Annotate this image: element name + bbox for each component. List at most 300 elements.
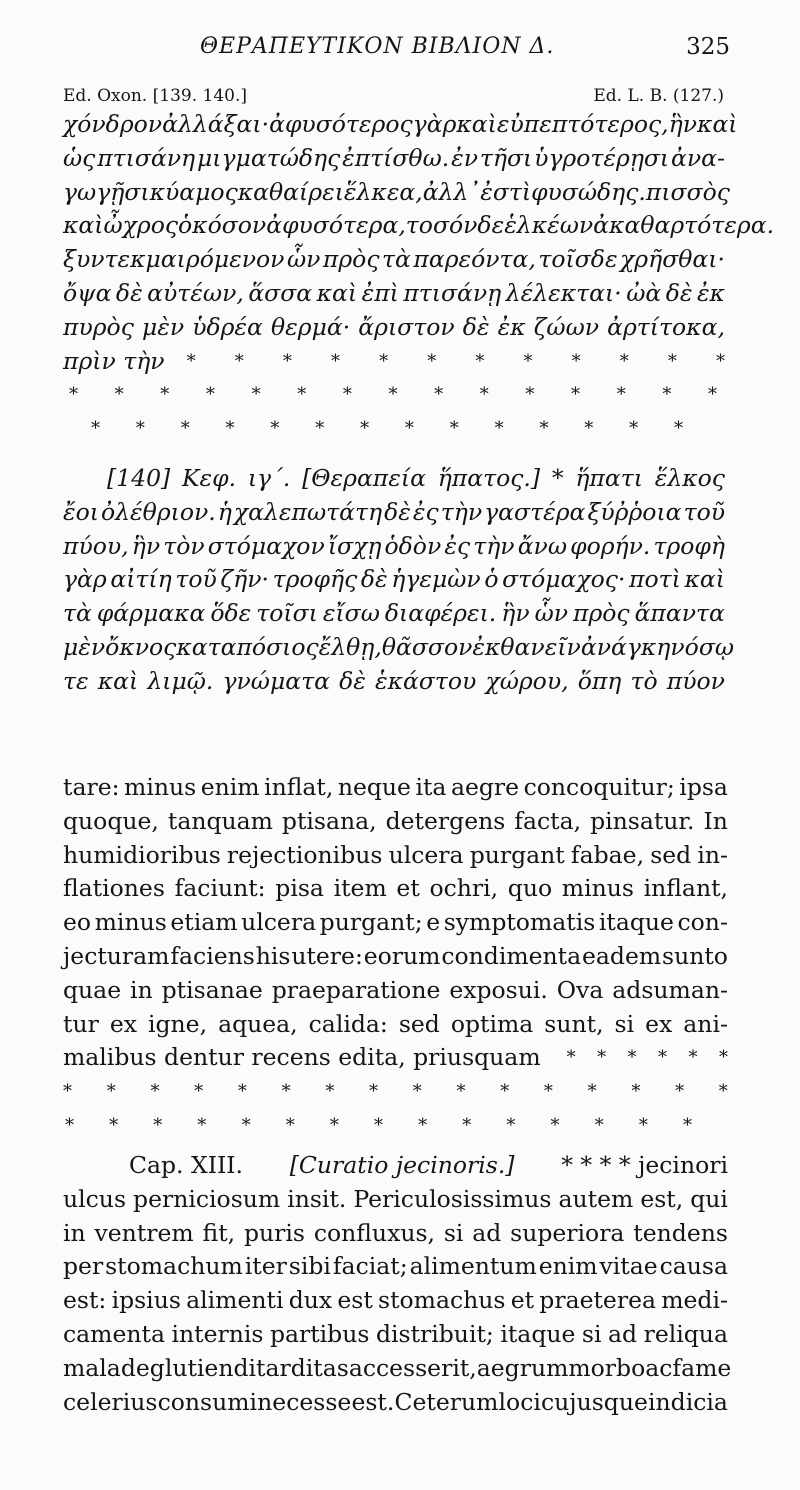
- word: ὀλέθριον.: [101, 497, 216, 526]
- word: loci: [498, 1387, 541, 1416]
- word: τοῖσδε: [538, 245, 618, 274]
- latin-chapter-heading-line: [63, 1149, 728, 1183]
- word: minus: [561, 874, 634, 903]
- word: celerius: [63, 1387, 158, 1416]
- word: vitae: [599, 1252, 658, 1281]
- word: fit,: [202, 1218, 236, 1247]
- word: ὑγροτέρῃσι: [534, 143, 670, 172]
- word: sunt,: [544, 1009, 604, 1038]
- word: distribuit;: [375, 1319, 494, 1348]
- latin-line: [63, 771, 728, 805]
- greek-lacuna-line: [63, 345, 725, 379]
- word: ἀφυσότερος: [269, 110, 413, 138]
- word: stomachus: [378, 1286, 506, 1315]
- asterisk: *: [234, 350, 244, 372]
- word: λέλεκται·: [505, 278, 622, 307]
- asterisk: *: [404, 418, 414, 440]
- word: in: [130, 975, 153, 1004]
- asterisk: *: [109, 1114, 119, 1136]
- word: calida:: [308, 1009, 388, 1038]
- word: per: [63, 1252, 104, 1281]
- word: τοῦ: [683, 497, 725, 526]
- asterisk: *: [186, 350, 196, 372]
- asterisk: *: [135, 418, 145, 440]
- word: mala: [63, 1353, 121, 1382]
- word: stomachum: [105, 1252, 243, 1281]
- asterisk: *: [412, 1081, 422, 1103]
- word: pinsatur.: [590, 806, 695, 835]
- word: ὄκνος: [105, 632, 177, 661]
- asterisk: *: [550, 1114, 560, 1136]
- chapter-title: [Curatio jecinoris.]: [289, 1151, 515, 1179]
- greek-chapter-block: [63, 462, 735, 699]
- asterisk: *: [63, 1081, 72, 1103]
- word: ἐς: [444, 531, 471, 560]
- word: ad: [608, 1319, 638, 1348]
- word: ὠὰ: [626, 278, 662, 307]
- word: εὐπεπτότερος,: [496, 110, 669, 138]
- word: igne,: [147, 1009, 208, 1038]
- asterisk: *: [241, 1114, 251, 1136]
- word: ἐν: [451, 143, 478, 172]
- word: jecturam: [63, 941, 170, 970]
- word: πτισάνη: [97, 143, 196, 172]
- latin-line: [63, 1183, 728, 1217]
- asterisk: *: [479, 384, 489, 406]
- word: φάρμακα: [96, 599, 206, 628]
- asterisk: *: [114, 384, 124, 406]
- word: faciens: [170, 941, 255, 970]
- word: ἣν: [131, 531, 161, 560]
- greek-line: [63, 176, 730, 210]
- word: item: [333, 874, 387, 903]
- word: πρὸς: [322, 245, 380, 274]
- word: ἴσχῃ: [327, 531, 382, 560]
- word: γαστέρα: [484, 497, 586, 526]
- word: τὸν: [163, 531, 205, 560]
- word: καταπόσιος: [176, 632, 319, 661]
- page-number: 325: [686, 34, 730, 60]
- word: ἐπτίσθω.: [342, 143, 450, 172]
- word: ὦχρος: [103, 211, 179, 240]
- latin-line: [63, 940, 728, 974]
- latin-line: [63, 1250, 728, 1284]
- asterisk: *: [160, 384, 170, 406]
- word: ὅδε: [210, 599, 252, 628]
- word: ἀκαθαρτότερα.: [593, 211, 775, 240]
- word: ὧν: [286, 245, 321, 274]
- word: ὑδρέα: [192, 312, 263, 341]
- word: partibus: [269, 1319, 370, 1348]
- asterisk: *: [571, 350, 581, 372]
- lacuna-asterisks: [567, 1041, 728, 1075]
- edition-reference-right: Ed. L. B. (127.): [593, 86, 724, 106]
- word: si: [581, 1319, 602, 1348]
- word: ptisana,: [281, 806, 377, 835]
- latin-line: [63, 872, 728, 906]
- word: ἣν: [668, 110, 698, 138]
- word: in: [63, 1218, 86, 1247]
- asterisk: *: [282, 350, 292, 372]
- asterisk: *: [225, 418, 235, 440]
- greek-text-block: [63, 108, 775, 446]
- word: est.: [351, 1387, 395, 1416]
- asterisk: *: [69, 384, 78, 406]
- greek-line: [63, 277, 725, 311]
- word: ἥπατος.]: [437, 464, 541, 492]
- asterisk: *: [65, 1114, 74, 1136]
- chapter-label: Cap. XIII.: [129, 1151, 244, 1179]
- word: condimenta: [441, 941, 582, 970]
- word: ulcera: [241, 908, 317, 937]
- word: ἔλθῃ,: [318, 632, 382, 661]
- asterisk: *: [329, 1114, 339, 1136]
- latin-line: [63, 1008, 728, 1042]
- word: ἄνω: [517, 531, 568, 560]
- word: γὰρ: [63, 565, 107, 594]
- word: ἑλκέων: [504, 211, 594, 240]
- word: τὸ: [630, 666, 658, 695]
- word: φορήν.: [570, 531, 651, 560]
- asterisk: *: [662, 384, 672, 406]
- asterisk: *: [566, 1047, 576, 1069]
- word: ac: [645, 1353, 673, 1382]
- asterisk: *: [251, 384, 261, 406]
- word: ζώων: [533, 312, 600, 341]
- asterisk: *: [462, 1114, 472, 1136]
- word: fame: [672, 1353, 732, 1382]
- word: causa: [659, 1252, 728, 1281]
- word: μὲν: [63, 632, 106, 661]
- word: ad: [472, 1218, 502, 1247]
- latin-line: [63, 1284, 728, 1318]
- greek-chapter-heading-line: [63, 462, 725, 496]
- word: exposui.: [449, 975, 548, 1004]
- asterisk: *: [315, 418, 325, 440]
- word: ochri,: [429, 874, 499, 903]
- word: purgant;: [319, 908, 423, 937]
- word: ὡς: [63, 143, 96, 172]
- word: ipsa: [679, 773, 728, 801]
- word: ιγ΄.: [247, 464, 291, 492]
- lacuna-asterisks-row: [63, 1109, 728, 1143]
- word: ulcera: [388, 840, 464, 869]
- word: quoque,: [63, 806, 159, 835]
- word: tanquam: [167, 806, 273, 835]
- word: Ceterum: [394, 1387, 499, 1416]
- word: δὲ: [360, 565, 388, 594]
- word: τοσόνδε: [405, 211, 505, 240]
- greek-line: [63, 530, 725, 564]
- word: ὁδὸν: [384, 531, 442, 560]
- word: aquea,: [218, 1009, 298, 1038]
- greek-line: [63, 631, 735, 665]
- asterisk: *: [571, 384, 581, 406]
- word: καθαίρει: [237, 177, 344, 206]
- word: purgant: [469, 840, 565, 869]
- asterisk: *: [194, 1081, 204, 1103]
- asterisk: *: [330, 350, 340, 372]
- word: ex: [645, 1009, 673, 1038]
- asterisk: *: [456, 1081, 466, 1103]
- asterisk: *: [638, 1114, 648, 1136]
- word: καὶ: [97, 666, 139, 695]
- word: πρὸς: [573, 599, 630, 628]
- word: στόμαχον: [207, 531, 325, 560]
- word: ἄριστον: [358, 312, 455, 341]
- word: est: [337, 1286, 373, 1315]
- word: πισσὸς: [645, 177, 730, 206]
- chapter-heading-rest: * * * * jecinori: [561, 1151, 728, 1179]
- asterisk: *: [658, 1047, 668, 1069]
- lacuna-asterisks-row: [63, 412, 725, 446]
- asterisk: *: [673, 418, 683, 440]
- word: μιγματώδης: [197, 143, 341, 172]
- word: cujusque: [541, 1387, 648, 1416]
- latin-lacuna-line: [63, 1041, 728, 1075]
- asterisk: *: [427, 350, 437, 372]
- asterisk: *: [153, 1114, 163, 1136]
- word: sibi: [288, 1252, 331, 1281]
- word: ἡγεμὼν: [391, 565, 481, 594]
- word: enim: [200, 773, 260, 801]
- word: ipsius: [111, 1286, 181, 1315]
- word: ἕλκος: [654, 464, 725, 492]
- asterisk: *: [325, 1081, 335, 1103]
- asterisk: *: [449, 418, 459, 440]
- word: γωγῇσι: [63, 177, 150, 206]
- word: con-: [677, 908, 728, 937]
- word: optima: [450, 1009, 534, 1038]
- word: eorum: [363, 941, 441, 970]
- word: Κεφ.: [181, 464, 237, 492]
- word: quo: [507, 874, 553, 903]
- lacuna-asterisks: [187, 345, 725, 379]
- asterisk: *: [475, 350, 485, 372]
- word: παρεόντα,: [413, 245, 536, 274]
- word: νόσῳ: [670, 632, 735, 661]
- word: ἀρτίτοκα,: [607, 312, 725, 341]
- word: sunto: [662, 941, 728, 970]
- word: τῆσι: [479, 143, 533, 172]
- word: ἐκθανεῖν: [472, 632, 581, 661]
- word: In: [703, 806, 728, 835]
- word: τε: [63, 666, 89, 695]
- word: tare:: [63, 773, 120, 801]
- word: alimentum: [409, 1252, 537, 1281]
- word: ἔοι: [63, 497, 99, 526]
- word: deglutiendi: [120, 1353, 257, 1382]
- latin-text-block: [63, 771, 728, 1143]
- word: ὄψα: [63, 278, 112, 307]
- asterisk: *: [270, 418, 280, 440]
- asterisk: *: [106, 1081, 116, 1103]
- word: καὶ: [316, 278, 358, 307]
- word: superiora: [510, 1218, 625, 1247]
- word: est:: [63, 1286, 107, 1315]
- word: his: [255, 941, 291, 970]
- asterisk: *: [718, 1047, 728, 1069]
- word: et: [510, 1286, 535, 1315]
- asterisk: *: [494, 418, 504, 440]
- word: διαφέρει.: [384, 599, 497, 628]
- word: ἅσσα: [248, 278, 313, 307]
- word: ventrem: [94, 1218, 194, 1247]
- asterisk: *: [718, 1081, 728, 1103]
- word: ἀλλάξαι·: [162, 110, 270, 138]
- word: [140]: [107, 464, 171, 492]
- word: δὲ: [339, 666, 366, 695]
- asterisk: *: [539, 418, 549, 440]
- word: ἐστὶ: [480, 177, 532, 206]
- word: φυσώδης.: [531, 177, 646, 206]
- word: δὲ: [462, 312, 490, 341]
- word: ὁκόσον: [178, 211, 267, 240]
- word: τὰ: [382, 245, 411, 274]
- word: τοῖσι: [256, 599, 318, 628]
- word: καὶ: [697, 110, 738, 138]
- asterisk: *: [616, 384, 626, 406]
- asterisk: *: [627, 1047, 637, 1069]
- word: neque: [337, 773, 411, 801]
- edition-reference-left: Ed. Oxon. [139. 140.]: [63, 86, 247, 106]
- word: perniciosum: [133, 1184, 281, 1213]
- word: γὰρ: [412, 110, 457, 138]
- word: qui: [690, 1184, 728, 1213]
- word: μὲν: [141, 312, 185, 341]
- word: camenta: [63, 1319, 165, 1348]
- word: medi-: [661, 1286, 728, 1315]
- word: symptomatis: [443, 908, 596, 937]
- word: ζῆν·: [220, 565, 269, 594]
- asterisk: *: [360, 418, 370, 440]
- word: si: [614, 1009, 635, 1038]
- word: necesse: [257, 1387, 352, 1416]
- asterisk: *: [506, 1114, 516, 1136]
- word: ξύῤῥοια: [587, 497, 682, 526]
- word: θᾶσσον: [381, 632, 473, 661]
- word: fabae,: [570, 840, 645, 869]
- asterisk: *: [285, 1114, 295, 1136]
- word: enim: [538, 1252, 598, 1281]
- asterisk: *: [523, 350, 533, 372]
- word: ποτὶ: [629, 565, 681, 594]
- word: ἀφυσότερα,: [266, 211, 406, 240]
- word: detergens: [385, 806, 506, 835]
- word: et: [396, 874, 420, 903]
- word: τὴν: [473, 531, 515, 560]
- greek-line: [63, 243, 725, 277]
- greek-line-text: πρὶν τὴν: [63, 346, 165, 375]
- word: consumi: [157, 1387, 258, 1416]
- word: autem: [558, 1184, 634, 1213]
- word: Periculosissimus: [353, 1184, 552, 1213]
- word: πύον: [666, 666, 725, 695]
- word: utere:: [291, 941, 363, 970]
- word: faciat;: [332, 1252, 408, 1281]
- word: ptisanae: [161, 975, 263, 1004]
- word: sed: [398, 1009, 440, 1038]
- word: καὶ: [63, 211, 104, 240]
- word: puris: [243, 1218, 305, 1247]
- word: indicia: [648, 1387, 728, 1416]
- word: e: [426, 908, 441, 937]
- word: reliqua: [643, 1319, 728, 1348]
- greek-line: [63, 563, 725, 597]
- word: θερμά·: [271, 312, 351, 341]
- word: [Θεραπεία: [302, 464, 426, 492]
- latin-line: [63, 1386, 728, 1420]
- word: ὁ: [484, 565, 499, 594]
- word: ex: [109, 1009, 137, 1038]
- asterisk: *: [379, 350, 389, 372]
- word: αἰτίη: [110, 565, 172, 594]
- latin-line: [63, 839, 728, 873]
- greek-line: [63, 209, 775, 243]
- word: ὧν: [534, 599, 569, 628]
- word: iter: [244, 1252, 287, 1281]
- latin-line: [63, 1217, 728, 1251]
- asterisk: *: [388, 384, 398, 406]
- asterisk: *: [205, 384, 215, 406]
- word: minus: [94, 908, 167, 937]
- latin-line: [63, 1352, 732, 1386]
- word: γνώματα: [222, 666, 330, 695]
- running-title: ΘΕΡΑΠΕΥΤΙΚΟΝ ΒΙΒΛΙΟΝ Δ.: [200, 34, 555, 59]
- greek-line: [63, 311, 725, 345]
- word: praeterea: [539, 1286, 656, 1315]
- greek-line: [63, 597, 725, 631]
- word: morbo: [568, 1353, 646, 1382]
- word: δὲ: [665, 278, 693, 307]
- word: ἀνα-: [671, 143, 725, 172]
- word: ἥπατι: [575, 464, 643, 492]
- word: *: [551, 464, 564, 492]
- word: adsuman-: [612, 975, 728, 1004]
- asterisk: *: [369, 1081, 379, 1103]
- word: itaque: [598, 908, 674, 937]
- word: στόμαχος·: [502, 565, 626, 594]
- asterisk: *: [715, 350, 725, 372]
- asterisk: *: [619, 350, 629, 372]
- word: eadem: [582, 941, 662, 970]
- word: tendens: [633, 1218, 728, 1247]
- word: λιμῷ.: [147, 666, 214, 695]
- word: τροφῆς: [272, 565, 358, 594]
- word: si: [443, 1218, 464, 1247]
- word: καὶ: [684, 565, 725, 594]
- greek-line: [63, 142, 725, 176]
- word: ἐπὶ: [361, 278, 399, 307]
- word: δὲ: [384, 497, 411, 526]
- word: insit.: [287, 1184, 347, 1213]
- word: πυρὸς: [63, 312, 134, 341]
- asterisk: *: [707, 384, 717, 406]
- asterisk: *: [197, 1114, 207, 1136]
- word: itaque: [500, 1319, 576, 1348]
- asterisk: *: [597, 1047, 607, 1069]
- asterisk: *: [594, 1114, 604, 1136]
- word: χόνδρον: [63, 110, 163, 138]
- word: sed: [650, 840, 692, 869]
- asterisk: *: [180, 418, 190, 440]
- asterisk: *: [675, 1081, 685, 1103]
- word: δὲ: [115, 278, 143, 307]
- word: humidioribus: [63, 840, 221, 869]
- word: etiam: [170, 908, 238, 937]
- asterisk: *: [629, 418, 639, 440]
- word: accesserit,: [348, 1353, 477, 1382]
